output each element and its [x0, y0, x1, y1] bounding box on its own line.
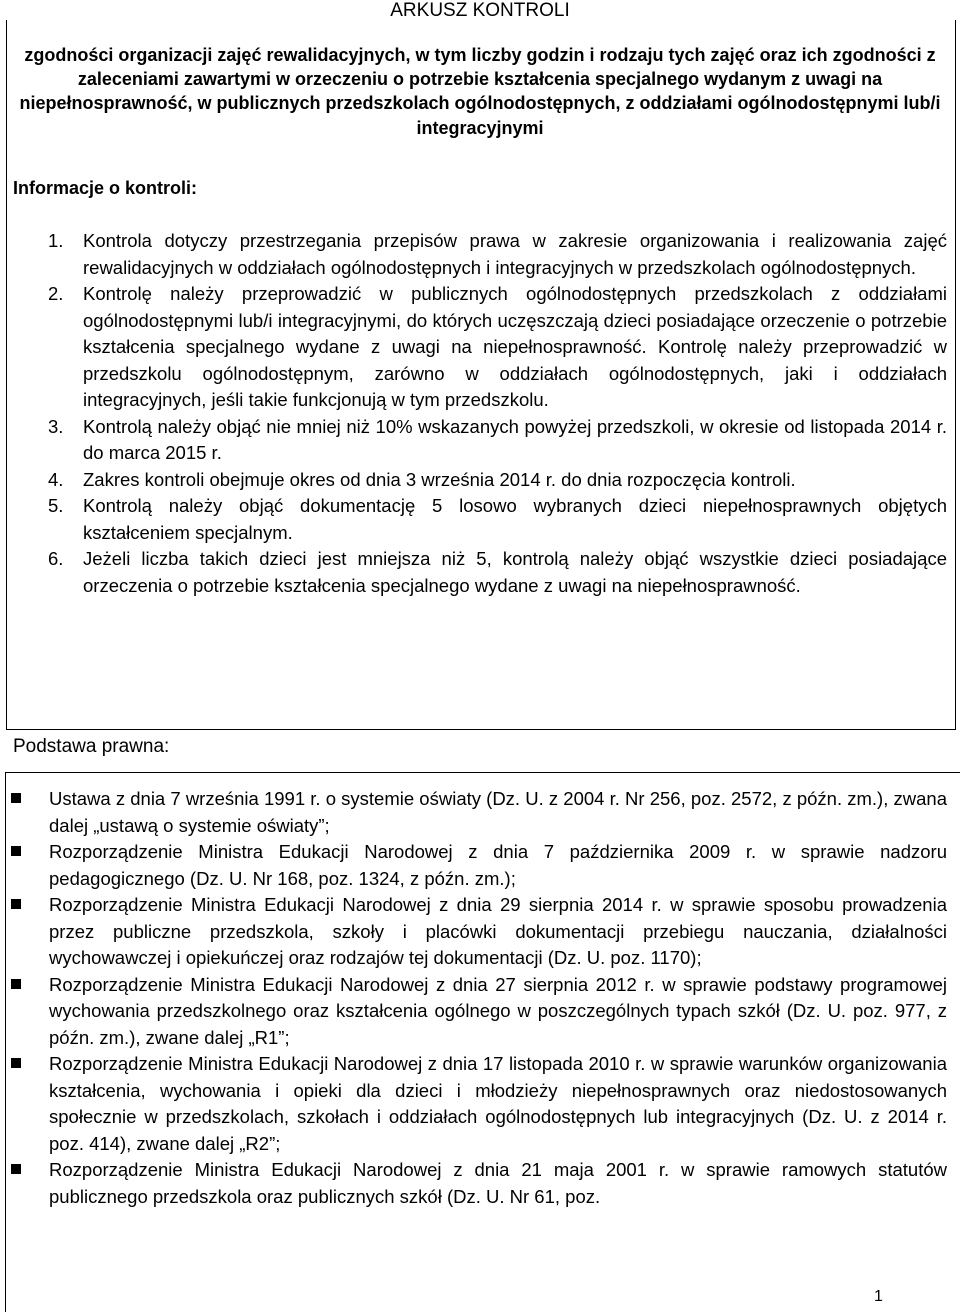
info-item-number: 3.	[48, 415, 64, 437]
square-bullet-icon	[10, 792, 22, 804]
info-heading: Informacje o kontroli:	[13, 178, 198, 198]
info-item	[48, 281, 947, 414]
square-bullet-icon	[10, 978, 22, 990]
legal-basis-item	[49, 839, 947, 892]
document-subtitle: zgodności organizacji zajęć rewalidacyjnych, w tym liczby godzin i rodzaju tych zajęć oraz ich zgodności z zaleceniami zawartymi w orzeczeniu o potrzebie kształcenia specjalnego wydanym z uwagi na niepełnosprawność, w publicznych przedszkolach ogólnodostępnych, z oddziałami ogólnodostępnymi lub/i integracyjnymi	[19, 45, 941, 138]
info-item-text: Kontrola dotyczy przestrzegania przepisów prawa w zakresie organizowania i realizowania zajęć rewalidacyjnych w oddziałach ogólnodostępnych i integracyjnych w przedszkolach ogólnodostępnych.	[83, 230, 947, 278]
info-item-text: Jeżeli liczba takich dzieci jest mniejsza niż 5, kontrolą należy objąć wszystkie dzieci posiadające orzeczenia o potrzebie kształcenia specjalnego wydane z uwagi na niepełnosprawność.	[83, 548, 947, 596]
legal-basis-item	[49, 972, 947, 1052]
legal-basis-heading: Podstawa prawna:	[13, 736, 170, 757]
info-item-number: 1.	[48, 230, 64, 251]
info-item	[48, 467, 947, 494]
info-item-text: Kontrolą należy objąć dokumentację 5 losowo wybranych dzieci niepełnosprawnych objętych kształceniem specjalnym.	[83, 495, 947, 543]
legal-basis-item-text: Rozporządzenie Ministra Edukacji Narodowej z dnia 17 listopada 2010 r. w sprawie warunków organizowania kształcenia, wychowania i opieki dla dzieci i młodzieży niepełnosprawnych oraz niedostosowanych społecznie w przedszkolach, szkołach i oddziałach ogólnodostępnych lub integracyjnych (Dz. U. z 2014 r. poz. 414), zwane dalej „R2”;	[49, 1053, 947, 1154]
info-list	[48, 228, 947, 599]
document-title: ARKUSZ KONTROLI	[390, 0, 570, 21]
page-number: 1	[874, 1288, 883, 1305]
legal-basis-item	[49, 1157, 947, 1210]
legal-basis-item-text: Rozporządzenie Ministra Edukacji Narodowej z dnia 7 października 2009 r. w sprawie nadzoru pedagogicznego (Dz. U. Nr 168, poz. 1324, z późn. zm.);	[49, 841, 947, 889]
info-item	[48, 228, 947, 281]
square-bullet-icon	[10, 898, 22, 910]
info-item-number: 5.	[48, 495, 64, 516]
legal-basis-item	[49, 1051, 947, 1157]
legal-basis-item	[49, 892, 947, 972]
info-item-text: Kontrolą należy objąć nie mniej niż 10% wskazanych powyżej przedszkoli, w okresie od listopada 2014 r. do marca 2015 r.	[83, 415, 947, 463]
legal-basis-item-text: Rozporządzenie Ministra Edukacji Narodowej z dnia 21 maja 2001 r. w sprawie ramowych statutów publicznego przedszkola oraz publicznych szkół (Dz. U. Nr 61, poz.	[49, 1159, 947, 1207]
legal-basis-item	[49, 786, 947, 839]
legal-basis-item-text: Rozporządzenie Ministra Edukacji Narodowej z dnia 29 sierpnia 2014 r. w sprawie sposobu prowadzenia przez publiczne przedszkola, szkoły i placówki dokumentacji przebiegu nauczania, działalności wychowawczej i opiekuńczej oraz rodzajów tej dokumentacji (Dz. U. poz. 1170);	[49, 894, 947, 968]
info-item	[48, 546, 947, 599]
info-item	[48, 493, 947, 546]
info-item-text: Zakres kontroli obejmuje okres od dnia 3 września 2014 r. do dnia rozpoczęcia kontroli.	[83, 468, 796, 490]
square-bullet-icon	[10, 845, 22, 857]
legal-basis-item-text: Rozporządzenie Ministra Edukacji Narodowej z dnia 27 sierpnia 2012 r. w sprawie podstawy programowej wychowania przedszkolnego oraz kształcenia ogólnego w poszczególnych typach szkół (Dz. U. poz. 977, z późn. zm.), zwane dalej „R1”;	[49, 973, 947, 1048]
info-item	[48, 414, 947, 467]
info-item-text: Kontrolę należy przeprowadzić w publicznych ogólnodostępnych przedszkolach z oddziałami ogólnodostępnymi lub/i integracyjnymi, do których uczęszczają dzieci posiadające orzeczenie o potrzebie kształcenia specjalnego wydane z uwagi na niepełnosprawność. Kontrolę należy przeprowadzić w przedszkolu ogólnodostępnym, zarówno w oddziałach ogólnodostępnych, jaki i oddziałach integracyjnych, jeśli takie funkcjonują w tym przedszkolu.	[83, 283, 947, 410]
info-item-number: 2.	[48, 283, 64, 304]
info-item-number: 6.	[48, 548, 64, 569]
square-bullet-icon	[10, 1163, 22, 1175]
square-bullet-icon	[10, 1057, 22, 1069]
legal-basis-list	[49, 786, 947, 1210]
legal-basis-item-text: Ustawa z dnia 7 września 1991 r. o systemie oświaty (Dz. U. z 2004 r. Nr 256, poz. 2572, z późn. zm.), zwana dalej „ustawą o systemie oświaty”;	[49, 788, 947, 836]
info-item-number: 4.	[48, 468, 64, 490]
